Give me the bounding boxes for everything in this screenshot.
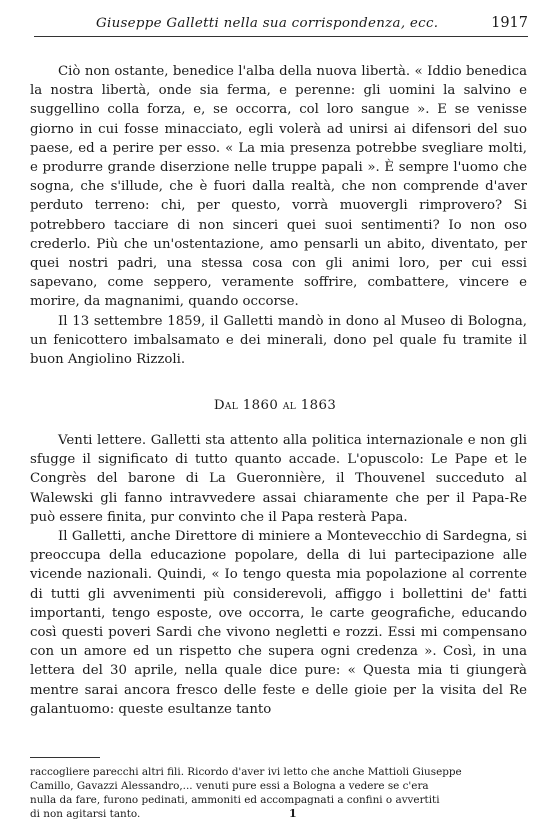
section-heading: Dal 1860 al 1863 <box>213 398 337 413</box>
paragraph: Ciò non ostante, benedice l'alba della nuova libertà. « Iddio benedica la nostra libertà, onde sia ferma, e perenne: gli uomini la salvino e suggellino colla forza, e, se occorra, col loro sangue ». E se venisse giorno in cui fosse minacciato, egli volerà ad unirsi ai difensori del suo paese, ed a perire per esso. « La mia presenza potrebbe svegliare molti, e produrre grande diserzione nelle truppe papali ». È sempre l'uomo che sogna, che s'illude, che è fuori dalla realtà, che non comprende d'aver perduto terreno: chi, per questo, vorrà muovergli rimprovero? Si potrebbero tacciare di non sinceri quei suoi sentimenti? Io non oso crederlo. Più che un'ostentazione, amo pensarli un abito, diventato, per quei nostri padri, una stessa cosa con gli animi loro, per cui essi sapevano, come seppero, veramente soffrire, combattere, vincere e morire, da magnanimi, quando occorse. <box>30 64 527 310</box>
signature-mark: 1 <box>289 807 297 820</box>
footnote-rule <box>30 757 100 758</box>
paragraph: Il Galletti, anche Direttore di miniere a Montevecchio di Sardegna, si preoccupa della educazione popolare, della di lui partecipazione alle vicende nazionali. Quindi, « Io tengo questa mia popolazione al corrente di tutti gli avvenimenti più considerevoli, affiggo i bollettini de' fatti importanti, tengo esposte, ove occorra, le carte geografiche, educando così questi poveri Sardi che vivono negletti e rozzi. Essi mi compensano con un amore ed un rispetto che supera ogni credenza ». Così, in una lettera del 30 aprile, nella quale dice pure: « Questa mia ti giungerà mentre sarai ancora fresco delle feste e delle gioie per la visita del Re galantuomo: queste esultanze tanto <box>30 529 527 717</box>
footnote-line: di non agitarsi tanto. <box>30 808 141 820</box>
header-rule <box>34 36 528 37</box>
footnote <box>30 765 500 821</box>
running-header <box>34 14 528 36</box>
footnote-line: raccogliere parecchi altri fili. Ricordo d'aver ivi letto che anche Mattioli Giuseppe <box>30 766 462 778</box>
paragraph: Il 13 settembre 1859, il Galletti mandò in dono al Museo di Bologna, un fenicottero imbalsamato e dei minerali, dono pel quale fu tramite il buon Angiolino Rizzoli. <box>30 313 527 368</box>
paragraph: Venti lettere. Galletti sta attento alla politica internazionale e non gli sfugge il significato di tutto quanto accade. L'opuscolo: Le Pape et le Congrès del barone di La Gueronnière, il Thouvenel succeduto al Walewski gli fanno intravvedere assai chiaramente che per il Papa-Re può essere finita, pur convinto che il Papa resterà Papa. <box>30 433 527 525</box>
footnote-line: nulla da fare, furono pedinati, ammoniti ed accompagnati a confini o avvertiti <box>30 794 440 806</box>
footnote-line: Camillo, Gavazzi Alessandro,... venuti pure essi a Bologna a vedere se c'era <box>30 780 429 792</box>
running-title: Giuseppe Galletti nella sua corrispondenza, ecc. <box>96 16 439 31</box>
text-block-1 <box>30 62 527 369</box>
page-number: 1917 <box>491 15 528 31</box>
text-block-2 <box>30 431 527 719</box>
